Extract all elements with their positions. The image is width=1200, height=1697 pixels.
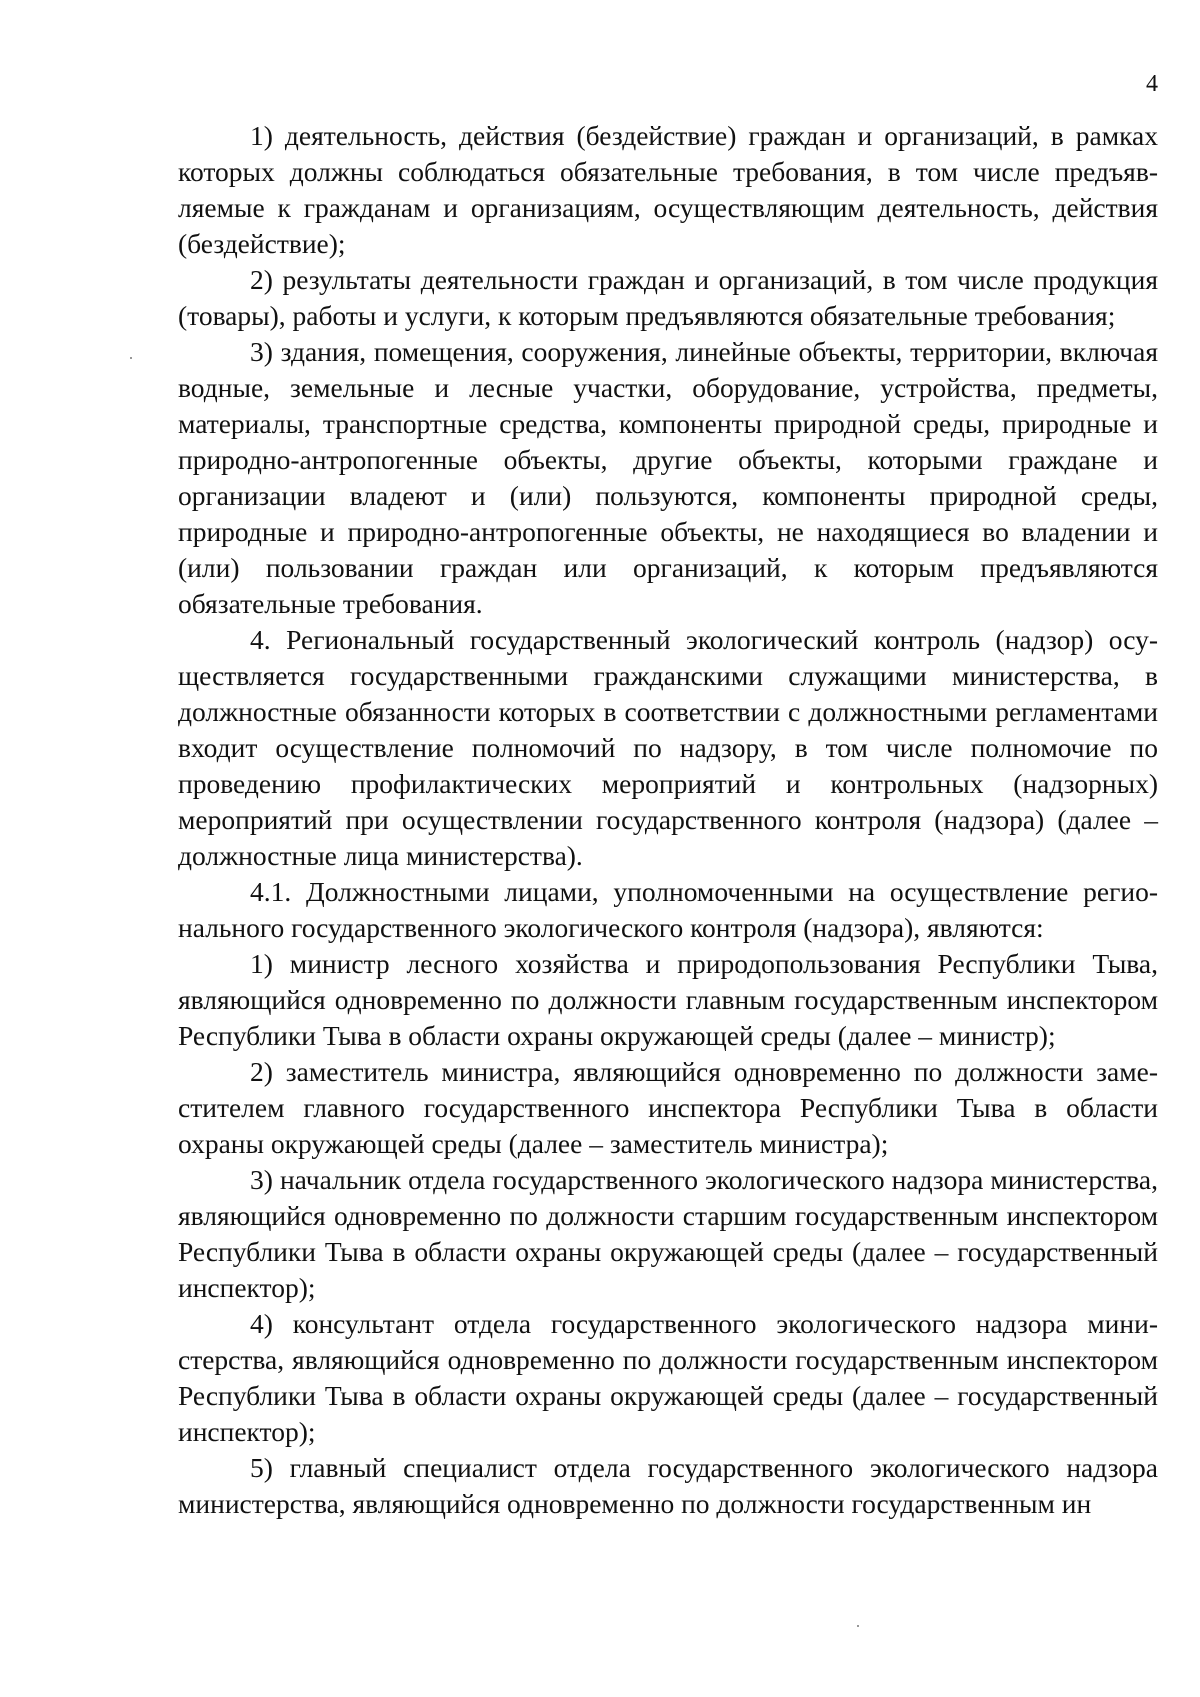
paragraph-officer-1-minister: 1) министр лесного хозяйства и природопользования Республики Тыва, являющийся одновременно по должности главным государственным инспектором Республики Тыва в области охраны окружающей среды (далее – министр);	[178, 948, 1158, 1051]
paragraph-officer-5-chief-specialist: 5) главный специалист отдела государственного экологического надзора министерства, являющийся одновременно по должности государственным ин	[178, 1452, 1158, 1519]
paragraph-item-2-results: 2) результаты деятельности граждан и организаций, в том числе продукция (товары), работы и услуги, к которым предъявляются обязательные требования;	[178, 264, 1158, 331]
paragraph-section-4-1: 4.1. Должностными лицами, уполномоченными на осуществление регионального государственного экологического контроля (надзора), являются:	[178, 876, 1158, 943]
page-number: 4	[1146, 71, 1158, 97]
paragraph-section-4: 4. Региональный государственный экологический контроль (надзор) осуществляется государственными гражданскими служащими министерства, в должностные обязанности которых в соответствии с должностными регламентами входит осуществление полномочий по надзору, в том числе полномочие по проведению профилактических мероприятий и контрольных (надзорных) мероприятий при осуществлении государственного контроля (надзора) (далее – должностные лица министерства).	[178, 624, 1158, 871]
paragraph-item-3-objects: 3) здания, помещения, сооружения, линейные объекты, территории, включая водные, земельные и лесные участки, оборудование, устройства, предметы, материалы, транспортные средства, компоненты природной среды, природные и природно-антропогенные объекты, другие объекты, которыми граждане и организации владеют и (или) пользуются, компоненты природной среды, природные и природно-антропогенные объекты, не находящиеся во владении и (или) пользовании граждан или организаций, к которым предъявляются обязательные требования.	[178, 336, 1158, 619]
document-body	[178, 118, 1158, 1522]
scan-speck	[130, 357, 132, 359]
paragraph-item-1-activity: 1) деятельность, действия (бездействие) граждан и организаций, в рамках которых должны соблюдаться обязательные требования, в том числе предъявляемые к гражданам и организациям, осуществляющим деятельность, действия (бездействие);	[178, 120, 1158, 259]
scan-speck	[857, 1625, 859, 1627]
paragraph-officer-3-department-head: 3) начальник отдела государственного экологического надзора министерства, являющийся одновременно по должности старшим государственным инспектором Республики Тыва в области охраны окружающей среды (далее – государственный инспектор);	[178, 1164, 1158, 1303]
paragraph-officer-4-consultant: 4) консультант отдела государственного экологического надзора министерства, являющийся одновременно по должности государственным инспектором Республики Тыва в области охраны окружающей среды (далее – государственный инспектор);	[178, 1308, 1158, 1447]
paragraph-officer-2-deputy-minister: 2) заместитель министра, являющийся одновременно по должности заместителем главного государственного инспектора Республики Тыва в области охраны окружающей среды (далее – заместитель министра);	[178, 1056, 1158, 1159]
